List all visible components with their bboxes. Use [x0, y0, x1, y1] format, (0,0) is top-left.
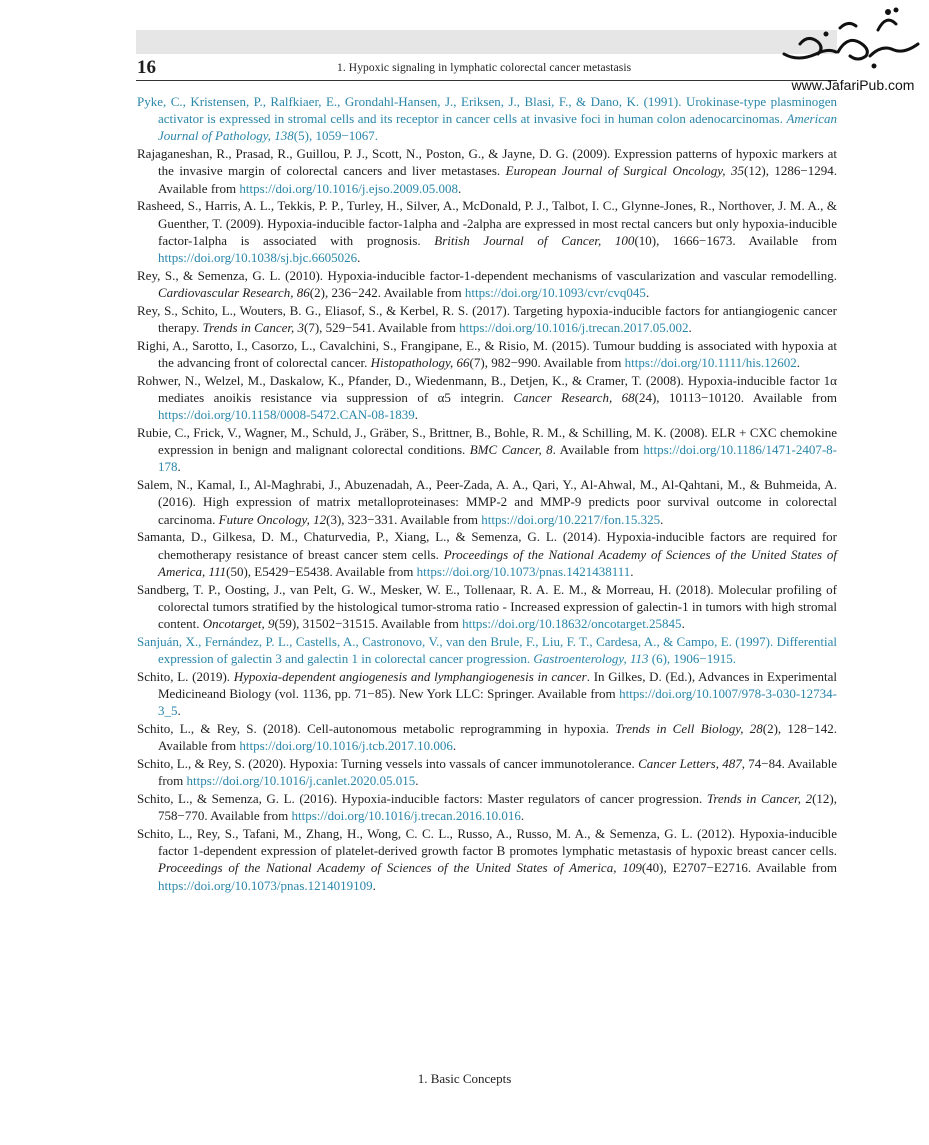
reference-details: . In Gilkes, D. (Ed.), Advances in Experimental Medicineand Biology (vol. 1136, pp. 71−85). New York LLC: Springer.: [158, 668, 838, 702]
reference-details: (7), 529−541.: [304, 320, 378, 336]
reference-details: (59), 31502−31515.: [274, 616, 381, 632]
reference-text: Rey, S., Schito, L., Wouters, B. G., Eliasof, S., & Kerbel, R. S. (2017). Targeting hypoxia-inducible factors for antiangiogenic cancer therapy.: [137, 302, 837, 336]
reference-item: Schito, L., & Rey, S. (2020). Hypoxia: Turning vessels into vassals of cancer immunotolerance. Cancer Letters, 487, 74−84. Available from https://doi.org/10.1016/j.canlet.2020.05.015.: [137, 756, 837, 789]
reference-available: Available from: [380, 616, 463, 632]
reference-doi-link[interactable]: https://doi.org/10.1158/0008-5472.CAN-08-1839: [158, 407, 415, 423]
reference-details: (2), 128−142.: [762, 721, 837, 737]
reference-journal: Proceedings of the National Academy of Sciences of the United States of America, 111: [158, 546, 837, 579]
reference-details: , 74−84.: [741, 756, 788, 772]
reference-doi-link[interactable]: https://doi.org/10.1073/pnas.1421438111: [416, 563, 631, 579]
reference-item: [137, 93, 837, 145]
reference-details: (12), 758−770.: [158, 791, 837, 824]
reference-details: (3), 323−331.: [326, 511, 400, 527]
reference-item: Schito, L. (2019). Hypoxia-dependent angiogenesis and lymphangiogenesis in cancer. In Gilkes, D. (Ed.), Advances in Experimental Medicineand Biology (vol. 1136, pp. 71−85). New York LLC: Springer. Available from https://doi.org/10.1007/978-3-030-12734-3_5.: [137, 668, 838, 719]
reference-journal: American Journal of Pathology, 138: [158, 111, 837, 144]
reference-text: Sanjuán, X., Fernández, P. L., Castells, A., Castronovo, V., van den Brule, F., Liu, F. T., Cardesa, A., & Campo, E. (1997). Differential expression of galectin 3 and galectin 1 in colorectal cancer progression.: [137, 633, 837, 667]
reference-doi-link[interactable]: https://doi.org/10.1038/sj.bjc.6605026: [158, 250, 358, 266]
reference-text: Schito, L., & Rey, S. (2018). Cell-autonomous metabolic reprogramming in hypoxia.: [137, 721, 616, 737]
reference-journal: Future Oncology, 12: [218, 511, 327, 527]
reference-text: Rubie, C., Frick, V., Wagner, M., Schuld, J., Gräber, S., Brittner, B., Bohle, R. M., & Schilling, M. K. (2008). ELR + CXC chemokine expression in benign and malignant colorectal conditions.: [137, 425, 837, 458]
reference-available: Available from: [383, 285, 465, 301]
reference-text: Rasheed, S., Harris, A. L., Tekkis, P. P., Turley, H., Silver, A., McDonald, P. J., Talbot, I. C., Glynne-Jones, R., Northover, J. M. A., & Guenther, T. (2009). Hypoxia-inducible factor-1alpha and -2alpha are expressed in most rectal cancers but only hypoxia-inducible factor-1alpha is associated with prognosis.: [137, 198, 837, 248]
reference-item: Rubie, C., Frick, V., Wagner, M., Schuld, J., Gräber, S., Brittner, B., Bohle, R. M., & Schilling, M. K. (2008). ELR + CXC chemokine expression in benign and malignant colorectal conditions. BMC Cancer, 8. Available from https://doi.org/10.1186/1471-2407-8-178.: [137, 425, 837, 475]
reference-journal: Proceedings of the National Academy of Sciences of the United States of America, 109: [158, 860, 642, 876]
reference-details: (24), 10113−10120.: [634, 390, 753, 406]
reference-text: Salem, N., Kamal, I., Al-Maghrabi, J., Abuzenadah, A., Peer-Zada, A. A., Qari, Y., Al-Ahwal, M., Al-Qahtani, M., & Buhmeida, A. (2016). High expression of matrix metalloproteinases: MMP-2 and MMP-9 predicts poor survival outcome in colorectal carcinoma.: [137, 477, 837, 527]
reference-text: Schito, L., & Semenza, G. L. (2016). Hypoxia-inducible factors: Master regulators of cancer progression.: [137, 791, 707, 807]
reference-journal: Trends in Cancer, 2: [706, 791, 813, 807]
reference-available: Available from: [335, 563, 417, 579]
reference-text: Rohwer, N., Welzel, M., Daskalow, K., Pfander, D., Wiedenmann, B., Detjen, K., & Cramer, T. (2008). Hypoxia-inducible factor 1α mediates anoikis resistance via suppression of α5 integrin.: [137, 372, 837, 406]
reference-journal: Cancer Research, 68: [513, 390, 635, 406]
reference-item: Righi, A., Sarotto, I., Casorzo, L., Cavalchini, S., Frangipane, E., & Risio, M. (2015). Tumour budding is associated with hypoxia at the advancing front of colorectal cancer. Histopathology, 66(7), 982−990. Available from https://doi.org/10.1111/his.12602.: [137, 337, 837, 371]
reference-details: (2), 236−242.: [309, 285, 384, 301]
reference-item: [137, 633, 837, 667]
reference-doi-link[interactable]: https://doi.org/10.1093/cvr/cvq045: [464, 285, 646, 301]
header-band: [136, 30, 837, 54]
reference-available: Available from: [756, 860, 837, 876]
reference-available: Available from: [158, 180, 240, 196]
page-number: 16: [137, 57, 156, 78]
reference-text: Schito, L., & Rey, S. (2020). Hypoxia: Turning vessels into vassals of cancer immunotolerance.: [137, 756, 639, 772]
reference-available: Available from: [158, 756, 837, 789]
reference-item: Schito, L., Rey, S., Tafani, M., Zhang, H., Wong, C. C. L., Russo, A., Russo, M. A., & Semenza, G. L. (2012). Hypoxia-inducible factor 1-dependent expression of platelet-derived growth factor B promotes lymphatic metastasis of hypoxic breast cancer cells. Proceedings of the National Academy of Sciences of the United States of America, 109(40), E2707−E2716. Available from https://doi.org/10.1073/pnas.1214019109.: [137, 826, 837, 893]
reference-available: Available from: [377, 320, 460, 336]
reference-journal: Histopathology, 66: [370, 355, 470, 371]
reference-details: (40), E2707−E2716.: [641, 860, 757, 876]
footer-section-title: 1. Basic Concepts: [417, 1071, 512, 1086]
reference-doi-link[interactable]: https://doi.org/10.1016/j.tcb.2017.10.006: [239, 738, 453, 754]
reference-text: Sandberg, T. P., Oosting, J., van Pelt, G. W., Mesker, W. E., Tollenaar, R. A. E. M., & Morreau, H. (2018). Molecular profiling of colorectal tumors stratified by the histological tumor-stroma ratio - Increased expression of galectin-1 in tumors with high stromal content.: [137, 581, 837, 632]
reference-doi-link[interactable]: https://doi.org/10.1016/j.trecan.2017.05.002: [459, 320, 689, 336]
reference-details: (7), 982−990.: [469, 355, 544, 371]
reference-available: Available from: [543, 355, 625, 371]
reference-text: Rey, S., & Semenza, G. L. (2010). Hypoxia-inducible factor-1-dependent mechanisms of vascularization and vascular remodelling.: [137, 267, 837, 283]
reference-doi-link[interactable]: https://doi.org/10.1007/978-3-030-12734-3_5: [158, 686, 837, 719]
reference-available: Available from: [158, 738, 240, 754]
reference-doi-link[interactable]: https://doi.org/10.1186/1471-2407-8-178: [158, 442, 837, 475]
reference-details: (5), 1059−1067.: [293, 128, 379, 144]
reference-item: Rey, S., & Semenza, G. L. (2010). Hypoxia-inducible factor-1-dependent mechanisms of vascularization and vascular remodelling. Cardiovascular Research, 86(2), 236−242. Available from https://doi.org/10.1093/cvr/cvq045.: [137, 267, 837, 301]
reference-journal: Trends in Cancer, 3: [202, 320, 304, 336]
reference-doi-link[interactable]: https://doi.org/10.18632/oncotarget.25845: [462, 616, 682, 632]
watermark-url: www.JafariPub.com: [791, 77, 915, 93]
reference-journal: British Journal of Cancer, 100: [434, 232, 635, 248]
reference-item: Samanta, D., Gilkesa, D. M., Chaturvedia, P., Xiang, L., & Semenza, G. L. (2014). Hypoxia-inducible factors are required for chemotherapy resistance of breast cancer stem cells. Proceedings of the National Academy of Sciences of the United States of America, 111(50), E5429−E5438. Available from https://doi.org/10.1073/pnas.1421438111.: [137, 529, 837, 579]
reference-available: Available from: [210, 808, 292, 824]
reference-journal: Cardiovascular Research, 86: [158, 285, 310, 301]
reference-doi-link[interactable]: https://doi.org/10.1073/pnas.1214019109: [158, 877, 373, 893]
running-title: 1. Hypoxic signaling in lymphatic colorectal cancer metastasis: [337, 62, 632, 74]
reference-journal: Cancer Letters, 487: [638, 756, 742, 772]
reference-doi-link[interactable]: https://doi.org/10.1016/j.trecan.2016.10.016: [291, 808, 521, 824]
reference-item: Rey, S., Schito, L., Wouters, B. G., Eliasof, S., & Kerbel, R. S. (2017). Targeting hypoxia-inducible factors for antiangiogenic cancer therapy. Trends in Cancer, 3(7), 529−541. Available from https://doi.org/10.1016/j.trecan.2017.05.002.: [137, 302, 837, 336]
reference-available: Available from: [748, 232, 838, 248]
reference-text: Righi, A., Sarotto, I., Casorzo, L., Cavalchini, S., Frangipane, E., & Risio, M. (2015). Tumour budding is associated with hypoxia at the advancing front of colorectal cancer.: [137, 337, 837, 371]
reference-item: Schito, L., & Semenza, G. L. (2016). Hypoxia-inducible factors: Master regulators of cancer progression. Trends in Cancer, 2(12), 758−770. Available from https://doi.org/10.1016/j.trecan.2016.10.016.: [137, 791, 837, 824]
reference-doi-link[interactable]: https://doi.org/10.1111/his.12602: [624, 355, 797, 371]
reference-journal: Hypoxia-dependent angiogenesis and lymphangiogenesis in cancer: [233, 668, 587, 684]
reference-details: (6), 1906−1915.: [648, 651, 736, 667]
publisher-logo: [778, 4, 928, 96]
reference-details: (12), 1286−1294.: [744, 163, 838, 179]
reference-details: (10), 1666−1673.: [634, 232, 749, 248]
reference-doi-link[interactable]: https://doi.org/10.1016/j.ejso.2009.05.008: [239, 180, 458, 196]
reference-item: Rasheed, S., Harris, A. L., Tekkis, P. P., Turley, H., Silver, A., McDonald, P. J., Talbot, I. C., Glynne-Jones, R., Northover, J. M. A., & Guenther, T. (2009). Hypoxia-inducible factor-1alpha and -2alpha are expressed in most rectal cancers but only hypoxia-inducible factor-1alpha is associated with prognosis. British Journal of Cancer, 100(10), 1666−1673. Available from https://doi.org/10.1038/sj.bjc.6605026.: [137, 198, 838, 266]
reference-journal: BMC Cancer, 8: [469, 442, 553, 458]
reference-journal: Trends in Cell Biology, 28: [615, 721, 763, 737]
header-rule: [136, 80, 837, 81]
reference-list: [137, 93, 837, 894]
reference-text: Pyke, C., Kristensen, P., Ralfkiaer, E., Grondahl-Hansen, J., Eriksen, J., Blasi, F., & Dano, K. (1991). Urokinase-type plasminogen activator is expressed in stromal cells and its receptor in cancer cells at invasive foci in human colon adenocarcinomas.: [137, 94, 837, 127]
reference-details: (50), E5429−E5438.: [226, 563, 336, 579]
calligraphy-logo-icon: [778, 4, 928, 76]
reference-available: Available from: [399, 511, 482, 527]
reference-text: Rajaganeshan, R., Prasad, R., Guillou, P. J., Scott, N., Poston, G., & Jayne, D. G. (2009). Expression patterns of hypoxic markers at the invasive margin of colorectal cancers and liver metastases.: [137, 146, 837, 179]
reference-item: Schito, L., & Rey, S. (2018). Cell-autonomous metabolic reprogramming in hypoxia. Trends in Cell Biology, 28(2), 128−142. Available from https://doi.org/10.1016/j.tcb.2017.10.006.: [137, 721, 837, 754]
reference-doi-link[interactable]: https://doi.org/10.2217/fon.15.325: [481, 511, 661, 527]
reference-journal: Gastroenterology, 113: [533, 651, 649, 667]
reference-journal: Oncotarget, 9: [202, 616, 275, 632]
reference-available: Available from: [752, 390, 837, 406]
reference-details: .: [552, 442, 560, 458]
reference-item: Salem, N., Kamal, I., Al-Maghrabi, J., Abuzenadah, A., Peer-Zada, A. A., Qari, Y., Al-Ahwal, M., Al-Qahtani, M., & Buhmeida, A. (2016). High expression of matrix metalloproteinases: MMP-2 and MMP-9 predicts poor survival outcome in colorectal carcinoma. Future Oncology, 12(3), 323−331. Available from https://doi.org/10.2217/fon.15.325.: [137, 477, 837, 527]
reference-text: Samanta, D., Gilkesa, D. M., Chaturvedia, P., Xiang, L., & Semenza, G. L. (2014). Hypoxia-inducible factors are required for chemotherapy resistance of breast cancer stem cells.: [137, 529, 837, 562]
reference-text: Schito, L., Rey, S., Tafani, M., Zhang, H., Wong, C. C. L., Russo, A., Russo, M. A., & Semenza, G. L. (2012). Hypoxia-inducible factor 1-dependent expression of platelet-derived growth factor B promotes lymphatic metastasis of hypoxic breast cancer cells.: [137, 826, 837, 859]
reference-doi-link[interactable]: https://doi.org/10.1016/j.canlet.2020.05.015: [186, 773, 416, 789]
reference-item: Sandberg, T. P., Oosting, J., van Pelt, G. W., Mesker, W. E., Tollenaar, R. A. E. M., & Morreau, H. (2018). Molecular profiling of colorectal tumors stratified by the histological tumor-stroma ratio - Increased expression of galectin-1 in tumors with high stromal content. Oncotarget, 9(59), 31502−31515. Available from https://doi.org/10.18632/oncotarget.25845.: [137, 581, 837, 632]
reference-item: Rajaganeshan, R., Prasad, R., Guillou, P. J., Scott, N., Poston, G., & Jayne, D. G. (2009). Expression patterns of hypoxic markers at the invasive margin of colorectal cancers and liver metastases. European Journal of Surgical Oncology, 35(12), 1286−1294. Available from https://doi.org/10.1016/j.ejso.2009.05.008.: [137, 146, 838, 196]
reference-available: Available from: [559, 442, 644, 458]
reference-available: Available from: [537, 686, 620, 702]
reference-item: Rohwer, N., Welzel, M., Daskalow, K., Pfander, D., Wiedenmann, B., Detjen, K., & Cramer, T. (2008). Hypoxia-inducible factor 1α mediates anoikis resistance via suppression of α5 integrin. Cancer Research, 68(24), 10113−10120. Available from https://doi.org/10.1158/0008-5472.CAN-08-1839.: [137, 372, 837, 423]
reference-journal: European Journal of Surgical Oncology, 35: [505, 163, 745, 179]
reference-text: Schito, L. (2019).: [137, 668, 234, 684]
